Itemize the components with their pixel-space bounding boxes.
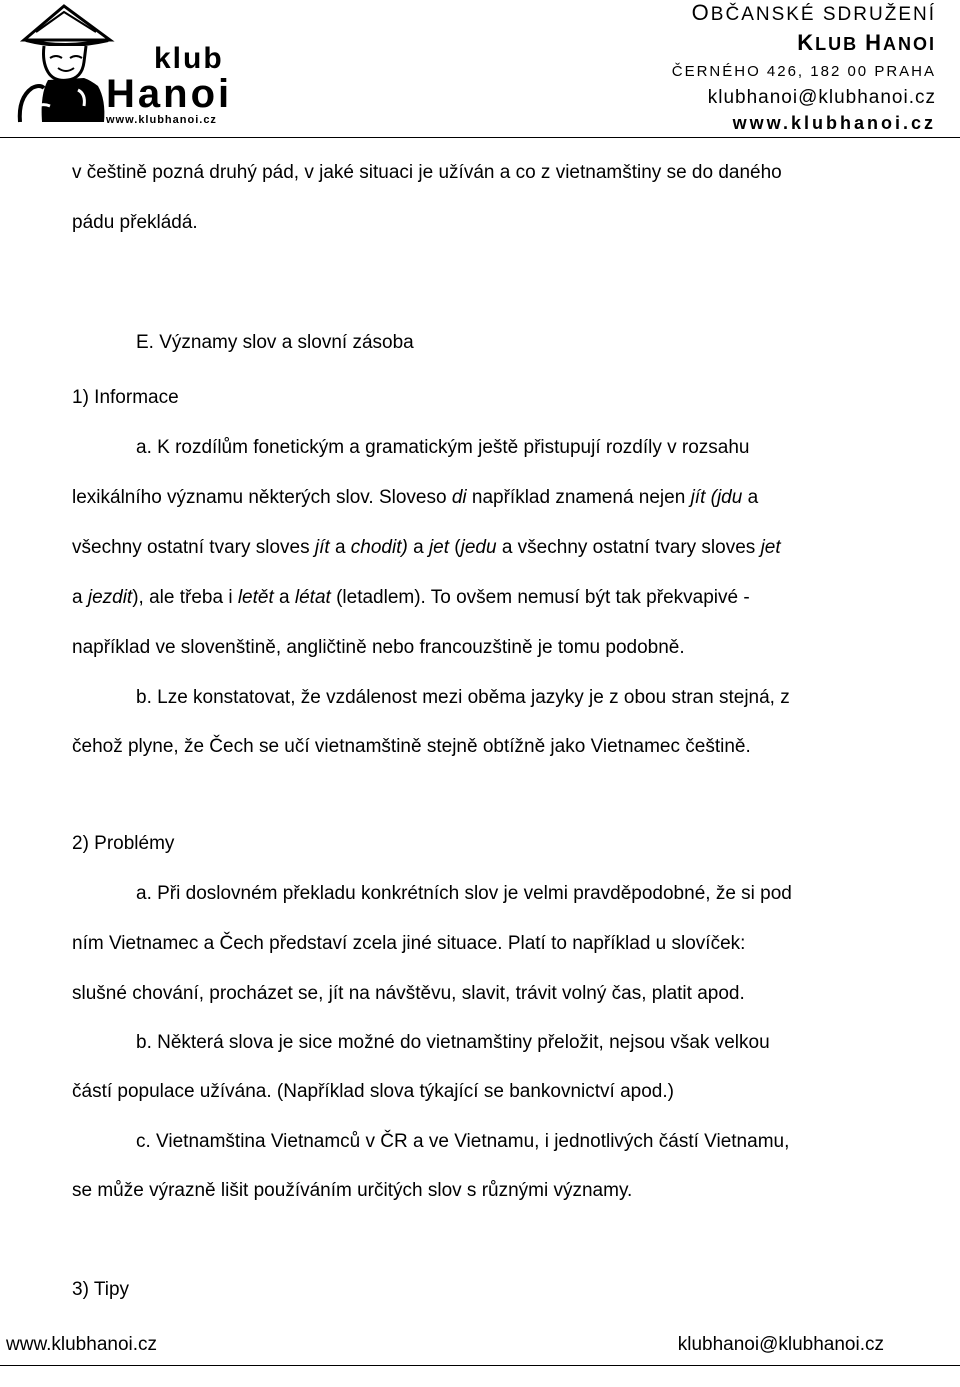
- logo-word-hanoi: Hanoi: [106, 72, 233, 116]
- club-logo: [14, 2, 233, 126]
- paragraph-line: a jezdit), ale třeba i letět a létat (letadlem). To ovšem nemusí být tak překvapivé -: [72, 587, 750, 608]
- paragraph-line: například ve slovenštině, angličtině nebo francouzštině je tomu podobně.: [72, 637, 685, 658]
- paragraph-line: všechny ostatní tvary sloves jít a chodit) a jet (jedu a všechny ostatní tvary sloves jet: [72, 537, 781, 558]
- paragraph-line: a. K rozdílům fonetickým a gramatickým ještě přistupují rozdíly v rozsahu: [136, 437, 750, 458]
- paragraph-line: slušné chování, procházet se, jít na návštěvu, slavit, trávit volný čas, platit apod.: [72, 983, 745, 1004]
- paragraph-line: čehož plyne, že Čech se učí vietnamštině stejně obtížně jako Vietnamec češtině.: [72, 736, 751, 757]
- organization-website[interactable]: www.klubhanoi.cz: [732, 113, 936, 133]
- subsection-heading-tipy: 3) Tipy: [72, 1279, 130, 1300]
- paragraph-line: c. Vietnamština Vietnamců v ČR a ve Vietnamu, i jednotlivých částí Vietnamu,: [136, 1131, 790, 1152]
- footer-divider: [0, 1365, 960, 1366]
- organization-name: KLUB HANOI: [797, 30, 936, 55]
- paragraph-line: b. Některá slova je sice možné do vietnamštiny přeložit, nejsou však velkou: [136, 1032, 770, 1053]
- paragraph-line: pádu překládá.: [72, 212, 198, 233]
- section-heading-e: E. Významy slov a slovní zásoba: [136, 332, 414, 353]
- paragraph-line: se může výrazně lišit používáním určitých slov s různými významy.: [72, 1180, 633, 1201]
- organization-info: [672, 2, 936, 135]
- paragraph-line: b. Lze konstatovat, že vzdálenost mezi oběma jazyky je z obou stran stejná, z: [136, 687, 790, 708]
- header-divider: [0, 137, 960, 138]
- paragraph-line: částí populace užívána. (Například slova týkající se bankovnictví apod.): [72, 1081, 674, 1102]
- paragraph-line: ním Vietnamec a Čech představí zcela jiné situace. Platí to například u slovíček:: [72, 933, 746, 954]
- footer-website[interactable]: www.klubhanoi.cz: [6, 1334, 158, 1355]
- organization-type: OBČANSKÉ SDRUŽENÍ: [691, 0, 936, 25]
- logo-word-klub: klub: [154, 42, 224, 75]
- paragraph-line: v češtině pozná druhý pád, v jaké situaci je užíván a co z vietnamštiny se do daného: [72, 162, 782, 183]
- subsection-heading-problemy: 2) Problémy: [72, 833, 175, 854]
- footer-email[interactable]: klubhanoi@klubhanoi.cz: [677, 1334, 884, 1355]
- organization-address: ČERNÉHO 426, 182 00 PRAHA: [671, 63, 936, 80]
- logo-url: www.klubhanoi.cz: [106, 114, 217, 126]
- paragraph-line: lexikálního významu některých slov. Sloveso di například znamená nejen jít (jdu a: [72, 487, 759, 508]
- organization-email[interactable]: klubhanoi@klubhanoi.cz: [707, 87, 936, 108]
- subsection-heading-informace: 1) Informace: [72, 387, 179, 408]
- paragraph-line: a. Při doslovném překladu konkrétních slov je velmi pravděpodobné, že si pod: [136, 883, 792, 904]
